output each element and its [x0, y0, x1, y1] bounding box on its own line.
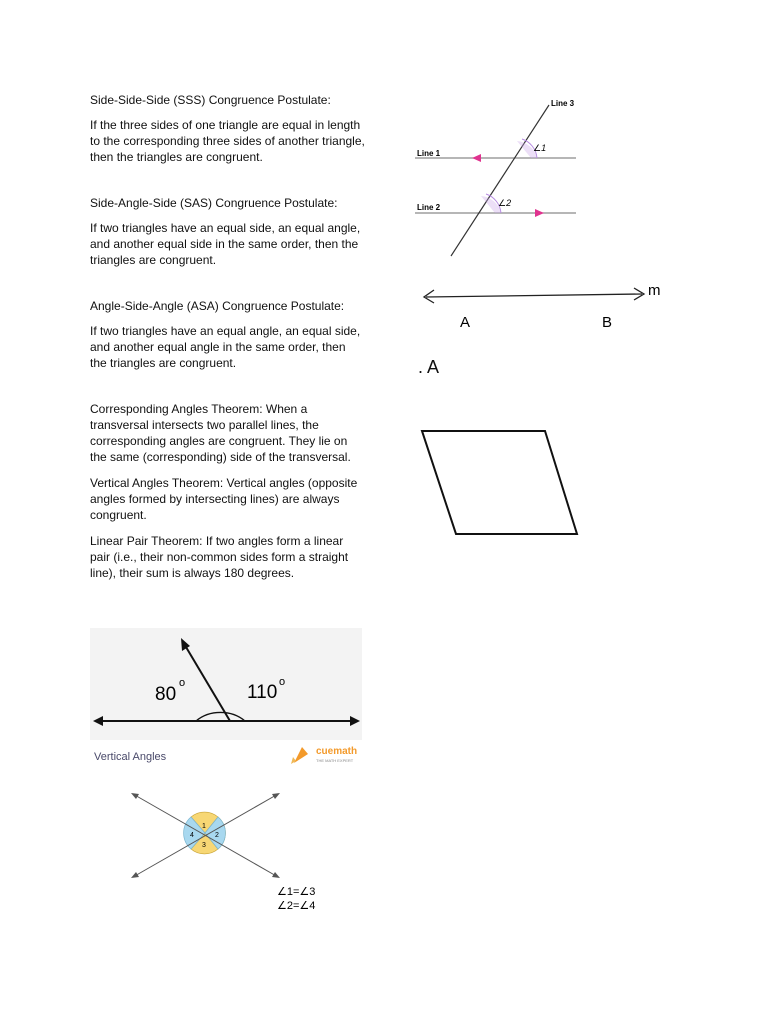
point-a: . A [418, 357, 440, 377]
point-b-label: B [602, 314, 613, 331]
vertical-angles-figure [90, 742, 362, 917]
linear-pair-figure [90, 628, 362, 740]
text-column [90, 92, 365, 581]
line1-label: Line 1 [417, 149, 441, 158]
cuemath-tagline: THE MATH EXPERT [316, 758, 354, 763]
angle-110-label: 110 [247, 682, 278, 703]
rocket-icon [294, 747, 308, 763]
line3-label: Line 3 [551, 99, 575, 108]
line1-arrow-icon [472, 154, 481, 162]
angle-80-label: 80 [155, 684, 177, 705]
corresponding-angles-theorem: Corresponding Angles Theorem: When a transversal intersects two parallel lines, the corresponding angles are congruent. They lie on the same (corresponding) side of the transversal. [90, 402, 351, 464]
sss-title: Side-Side-Side (SSS) Congruence Postulate: [90, 93, 331, 107]
sas-body: If two triangles have an equal side, an equal angle, and another equal side in the same order, then the triangles are congruent. [90, 221, 361, 267]
point-a-label: A [460, 314, 471, 331]
angle-2-number: 2 [215, 832, 219, 839]
asa-body: If two triangles have an equal angle, an equal side, and another equal angle in the same order, then the triangles are congruent. [90, 324, 361, 370]
angle2-label: ∠2 [498, 198, 512, 208]
cuemath-brand: cuemath [316, 746, 358, 757]
line-m-figure [418, 278, 668, 333]
line2-label: Line 2 [417, 203, 441, 212]
angle-1-number: 1 [202, 823, 206, 830]
linear-pair-theorem: Linear Pair Theorem: If two angles form a linear pair (i.e., their non-common sides form a straight line), their sum is always 180 degrees. [90, 534, 349, 580]
equation-1: ∠1=∠3 [277, 886, 316, 898]
transversal-figure [410, 95, 585, 265]
vertical-angles-title: Vertical Angles [94, 751, 167, 763]
angle-4-number: 4 [190, 832, 194, 839]
cuemath-logo [291, 746, 357, 764]
line-m-label: m [648, 282, 661, 299]
line2-arrow-icon [535, 209, 544, 217]
sss-body: If the three sides of one triangle are equal in length to the corresponding three sides of another triangle, then the triangles are congruent. [90, 118, 365, 164]
parallelogram-figure [415, 425, 585, 540]
angle-3-number: 3 [202, 842, 206, 849]
degree-symbol: o [179, 677, 186, 689]
degree-symbol: o [279, 676, 286, 688]
asa-title: Angle-Side-Angle (ASA) Congruence Postulate: [90, 299, 345, 313]
equation-2: ∠2=∠4 [277, 900, 316, 912]
sas-title: Side-Angle-Side (SAS) Congruence Postulate: [90, 196, 338, 210]
angle1-label: ∠1 [533, 143, 547, 153]
vertical-angles-theorem: Vertical Angles Theorem: Vertical angles (opposite angles formed by intersecting lines) are always congruent. [90, 476, 358, 522]
